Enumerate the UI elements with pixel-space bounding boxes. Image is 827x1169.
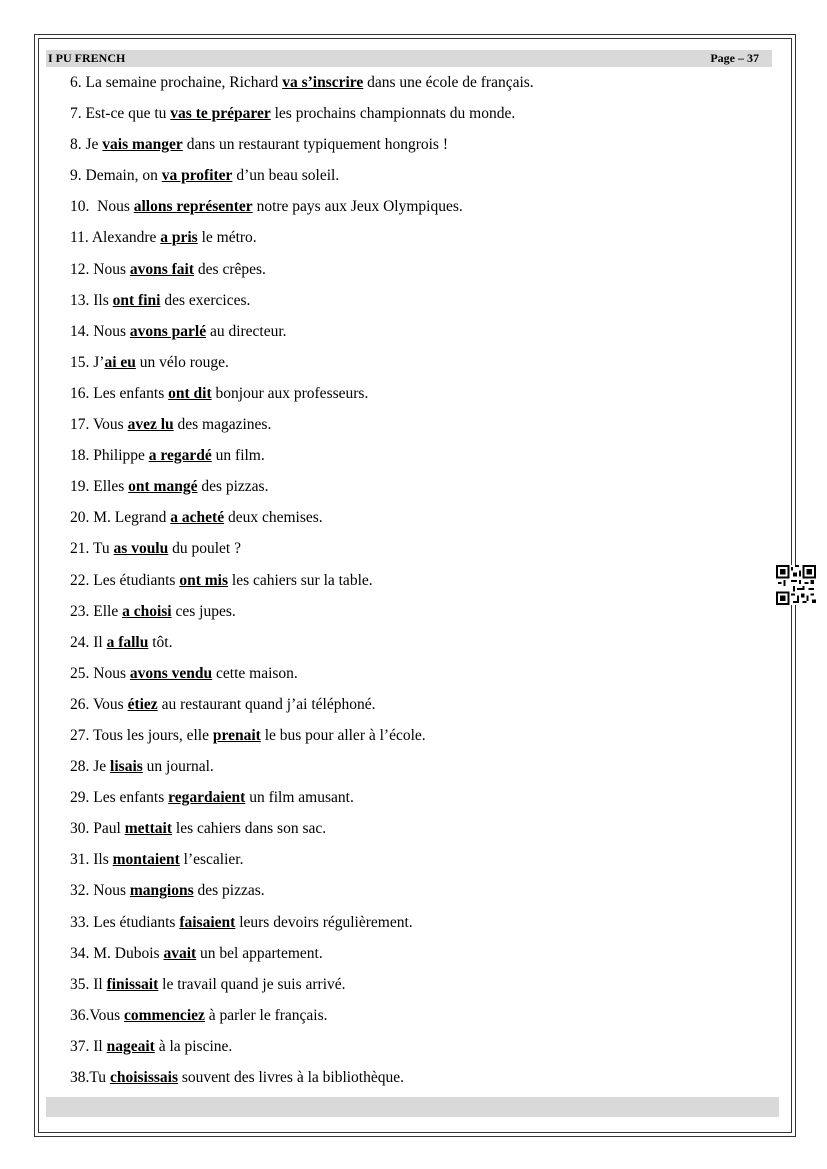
sentence-end: cette maison. bbox=[212, 664, 298, 682]
exercise-line bbox=[70, 661, 760, 692]
sentence-start: 24. Il bbox=[70, 633, 107, 651]
sentence-start: 14. Nous bbox=[70, 322, 130, 340]
answer-verb: vais manger bbox=[102, 136, 183, 154]
answer-verb: avons parlé bbox=[129, 322, 207, 340]
exercise-line bbox=[70, 350, 760, 381]
sentence-end: des magazines. bbox=[173, 416, 272, 434]
sentence-end: le bus pour aller à l’école. bbox=[260, 726, 426, 744]
sentence-start: 25. Nous bbox=[70, 664, 130, 682]
exercise-line bbox=[70, 257, 760, 288]
exercise-line bbox=[70, 630, 760, 661]
answer-verb: ont mangé bbox=[128, 478, 198, 496]
sentence-end: notre pays aux Jeux Olympiques. bbox=[252, 198, 463, 216]
answer-verb: a choisi bbox=[122, 602, 172, 620]
exercise-line bbox=[70, 101, 760, 132]
exercise-line bbox=[70, 412, 760, 443]
footer-band bbox=[46, 1097, 779, 1117]
answer-verb: ont dit bbox=[168, 384, 212, 402]
answer-verb: ont mis bbox=[179, 571, 229, 589]
sentence-end: un vélo rouge. bbox=[135, 353, 229, 371]
exercise-line bbox=[70, 163, 760, 194]
answer-verb: ai eu bbox=[104, 353, 136, 371]
sentence-end: dans un restaurant typiquement hongrois ! bbox=[182, 136, 448, 154]
sentence-end: leurs devoirs régulièrement. bbox=[235, 913, 413, 931]
exercise-line bbox=[70, 1003, 760, 1034]
exercise-line bbox=[70, 878, 760, 909]
exercise-answer-list bbox=[70, 70, 760, 1096]
exercise-line bbox=[70, 536, 760, 567]
answer-verb: as voulu bbox=[113, 540, 169, 558]
sentence-end: au restaurant quand j’ai téléphoné. bbox=[157, 695, 376, 713]
sentence-start: 37. Il bbox=[70, 1037, 107, 1055]
sentence-end: les cahiers dans son sac. bbox=[172, 820, 327, 838]
exercise-line bbox=[70, 599, 760, 630]
sentence-start: 38.Tu bbox=[70, 1069, 110, 1086]
sentence-start: 22. Les étudiants bbox=[70, 571, 180, 589]
exercise-line bbox=[70, 225, 760, 256]
exercise-line bbox=[70, 692, 760, 723]
answer-verb: mettait bbox=[124, 820, 173, 838]
sentence-end: tôt. bbox=[148, 633, 173, 651]
answer-verb: faisaient bbox=[179, 913, 236, 931]
exercise-line bbox=[70, 816, 760, 847]
sentence-end: des pizzas. bbox=[193, 882, 265, 900]
header-page-number: Page – 37 bbox=[710, 51, 759, 65]
exercise-line bbox=[70, 754, 760, 785]
exercise-line bbox=[70, 381, 760, 412]
sentence-end: à parler le français. bbox=[204, 1006, 328, 1024]
exercise-line bbox=[70, 941, 760, 972]
sentence-start: 36.Vous bbox=[70, 1006, 124, 1024]
answer-verb: lisais bbox=[110, 758, 143, 776]
sentence-end: des exercices. bbox=[160, 291, 251, 309]
sentence-end: le travail quand je suis arrivé. bbox=[158, 975, 346, 993]
sentence-start: 18. Philippe bbox=[70, 447, 149, 465]
sentence-start: 11. Alexandre bbox=[70, 229, 161, 247]
exercise-line bbox=[70, 847, 760, 878]
sentence-start: 7. Est-ce que tu bbox=[70, 105, 171, 123]
answer-verb: a regardé bbox=[148, 447, 212, 465]
exercise-line bbox=[70, 568, 760, 599]
sentence-start: 9. Demain, on bbox=[70, 167, 162, 185]
exercise-line bbox=[70, 505, 760, 536]
sentence-start: 23. Elle bbox=[70, 602, 123, 620]
sentence-end: un film. bbox=[211, 447, 265, 465]
sentence-start: 17. Vous bbox=[70, 416, 128, 434]
answer-verb: montaient bbox=[112, 851, 180, 869]
exercise-line bbox=[70, 132, 760, 163]
sentence-end: un bel appartement. bbox=[196, 944, 323, 962]
sentence-end: des crêpes. bbox=[194, 260, 266, 278]
answer-verb: commenciez bbox=[123, 1006, 205, 1024]
header-course-title: I PU FRENCH bbox=[48, 51, 126, 65]
exercise-line bbox=[70, 288, 760, 319]
answer-verb: mangions bbox=[129, 882, 194, 900]
answer-verb: vas te préparer bbox=[170, 105, 271, 123]
sentence-end: un journal. bbox=[142, 758, 214, 776]
exercise-line bbox=[70, 1034, 760, 1065]
exercise-line bbox=[70, 723, 760, 754]
exercise-line bbox=[70, 1065, 760, 1096]
sentence-start: 35. Il bbox=[70, 975, 107, 993]
answer-verb: a pris bbox=[160, 229, 198, 247]
sentence-end: ces jupes. bbox=[171, 602, 236, 620]
answer-verb: va profiter bbox=[161, 167, 233, 185]
sentence-end: l’escalier. bbox=[179, 851, 244, 869]
answer-verb: a acheté bbox=[170, 509, 225, 527]
answer-verb: finissait bbox=[106, 975, 159, 993]
exercise-line bbox=[70, 972, 760, 1003]
answer-verb: regardaient bbox=[168, 789, 246, 807]
answer-verb: étiez bbox=[127, 695, 158, 713]
exercise-line bbox=[70, 474, 760, 505]
sentence-end: les cahiers sur la table. bbox=[228, 571, 373, 589]
sentence-end: d’un beau soleil. bbox=[232, 167, 340, 185]
sentence-start: 15. J’ bbox=[70, 353, 105, 371]
sentence-end: bonjour aux professeurs. bbox=[211, 384, 369, 402]
answer-verb: allons représenter bbox=[133, 198, 253, 216]
sentence-end: souvent des livres à la bibliothèque. bbox=[178, 1069, 404, 1086]
sentence-end: à la piscine. bbox=[154, 1037, 233, 1055]
sentence-end: le métro. bbox=[197, 229, 257, 247]
sentence-end: les prochains championnats du monde. bbox=[270, 105, 516, 123]
sentence-start: 20. M. Legrand bbox=[70, 509, 171, 527]
answer-verb: choisissais bbox=[109, 1069, 178, 1086]
answer-verb: prenait bbox=[212, 726, 261, 744]
sentence-start: 32. Nous bbox=[70, 882, 130, 900]
answer-verb: va s’inscrire bbox=[282, 74, 364, 91]
answer-verb: ont fini bbox=[112, 291, 161, 309]
sentence-end: un film amusant. bbox=[245, 789, 354, 807]
answer-verb: a fallu bbox=[106, 633, 149, 651]
sentence-start: 34. M. Dubois bbox=[70, 944, 164, 962]
sentence-start: 31. Ils bbox=[70, 851, 113, 869]
qr-code-icon bbox=[776, 565, 816, 605]
exercise-line bbox=[70, 910, 760, 941]
sentence-start: 30. Paul bbox=[70, 820, 125, 838]
exercise-line bbox=[70, 70, 760, 101]
sentence-start: 29. Les enfants bbox=[70, 789, 169, 807]
sentence-start: 13. Ils bbox=[70, 291, 113, 309]
sentence-start: 8. Je bbox=[70, 136, 103, 154]
exercise-line bbox=[70, 443, 760, 474]
sentence-start: 6. La semaine prochaine, Richard bbox=[70, 74, 283, 91]
sentence-end: des pizzas. bbox=[197, 478, 269, 496]
sentence-start: 28. Je bbox=[70, 758, 111, 776]
answer-verb: avons vendu bbox=[129, 664, 213, 682]
sentence-start: 19. Elles bbox=[70, 478, 129, 496]
sentence-end: deux chemises. bbox=[224, 509, 323, 527]
sentence-end: au directeur. bbox=[206, 322, 287, 340]
answer-verb: avez lu bbox=[127, 416, 174, 434]
exercise-line bbox=[70, 785, 760, 816]
sentence-start: 10. Nous bbox=[70, 198, 134, 216]
sentence-start: 26. Vous bbox=[70, 695, 128, 713]
sentence-start: 12. Nous bbox=[70, 260, 130, 278]
sentence-end: du poulet ? bbox=[168, 540, 241, 558]
exercise-line bbox=[70, 319, 760, 350]
answer-verb: avons fait bbox=[129, 260, 195, 278]
sentence-start: 16. Les enfants bbox=[70, 384, 169, 402]
answer-verb: avait bbox=[163, 944, 197, 962]
exercise-line bbox=[70, 194, 760, 225]
answer-verb: nageait bbox=[106, 1037, 155, 1055]
sentence-end: dans une école de français. bbox=[363, 74, 534, 91]
sentence-start: 33. Les étudiants bbox=[70, 913, 180, 931]
sentence-start: 21. Tu bbox=[70, 540, 114, 558]
sentence-start: 27. Tous les jours, elle bbox=[70, 726, 213, 744]
header-band bbox=[46, 50, 772, 67]
